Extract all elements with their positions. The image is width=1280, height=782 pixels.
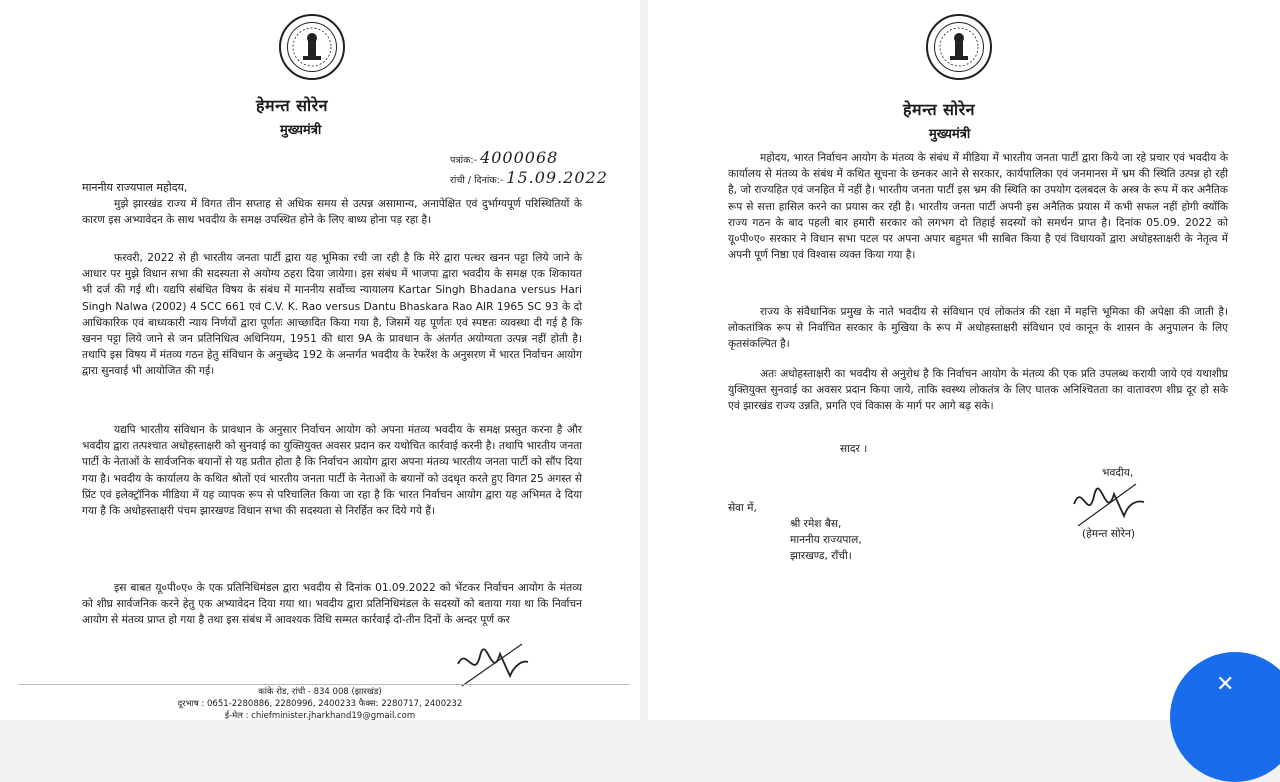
letter-page-2: [648, 0, 1280, 720]
government-seal-icon: [279, 14, 345, 80]
signatory-name: (हेमन्त सोरेन): [1082, 528, 1136, 540]
paragraph-4: इस बाबत यू०पी०ए० के एक प्रतिनिधिमंडल द्वारा भवदीय से दिनांक 01.09.2022 को भेंटकर निर्वाचन आयोग के मंतव्य को शीघ्र सार्वजनिक करने हेतु एक अभ्यावेदन दिया गया था। भवदीय द्वारा प्रतिनिधिमंडल के सदस्यों को बताया गया था कि निर्वाचन आयोग से मंतव्य प्राप्त हो गया है तथा इस संबंध में आवश्यक विधि सम्मत कार्रवाई दो-तीन दिनों के अन्दर पूर्ण कर: [82, 582, 582, 627]
chief-minister-title: मुख्यमंत्री: [280, 123, 322, 138]
recipient-place: झारखण्ड, रॉंची।: [790, 550, 852, 562]
closing: सादर ।: [840, 443, 868, 455]
footer-email: ई-मेल : chiefminister.jharkhand19@gmail.com: [224, 711, 416, 720]
government-seal-icon: [926, 14, 992, 80]
recipient-name: श्री रमेश बैस,: [790, 518, 842, 530]
letter-date-label: रांची / दिनांक: [450, 175, 497, 186]
paragraph-3: यद्यपि भारतीय संविधान के प्रावधान के अनुसार निर्वाचन आयोग को अपना मंतव्य भवदीय के समक्ष प्रस्तुत करना है और भवदीय द्वारा तत्पश्चात अधोहस्ताक्षरी को सुनवाई का युक्तियुक्त अवसर प्रदान कर यथोचित कार्रवाई करनी है। तथापि भारतीय जनता पार्टी के नेताओं के सार्वजनिक बयानों से यह प्रतीत होता है कि निर्वाचन आयोग द्वारा अपना मंतव्य भारतीय जनता पार्टी को सौंप दिया गया है। भवदीय के कार्यालय के कथित श्रोतों एवं भारतीय जनता पार्टी के नेताओं के बयानों को उदधृत करते हुए विगत 25 अगस्त से प्रिंट एवं इलेक्ट्रॉनिक मीडिया में यह व्यापक रूप से परिचालित किया जा रहा है कि भारत निर्वाचन आयोग द्वारा यह अभिमत दे दिया गया है कि अधोहस्ताक्षरी पंचम झारखण्ड विधान सभा की सदस्यता से निरर्हित कर दिये गये हैं।: [82, 424, 582, 518]
letter-date: रांची / दिनांक:- 15.09.2022: [450, 168, 608, 187]
letter-number-label: पत्रांक: [450, 155, 471, 166]
signature: [1068, 474, 1148, 530]
recipient-address: [728, 500, 862, 564]
paragraph-5: महोदय, भारत निर्वाचन आयोग के मंतव्य के संबंध में मीडिया में भारतीय जनता पार्टी द्वारा किये जा रहे प्रचार एवं भवदीय के कार्यालय से मंतव्य के संबंध में कथित सूचना के छनकर आने से सरकार, कार्यपालिका एवं जनमानस में भ्रम की स्थिति उत्पन्न हो रही है, जो राज्यहित एवं जनहित में नहीं है। भारतीय जनता पार्टी इस भ्रम की स्थिति का उपयोग दलबदल के अस्त्र के रूप में कर अनैतिक रूप से सत्ता हासिल करने का प्रयास कर रही है। भारतीय जनता पार्टी अपनी इस अनैतिक प्रयास में कभी सफल नहीं होगी क्योंकि राज्य गठन के बाद पहली बार हमारी सरकार को लगभग दो तिहाई सदस्यों को समर्थन प्राप्त है। दिनांक 05.09. 2022 को यू०पी०ए० सरकार ने विधान सभा पटल पर अपना अपार बहुमत भी साबित किया है एवं विधायकों द्वारा अधोहस्ताक्षरी के नेतृत्व में अपनी पूर्ण निष्ठा एवं विश्वास व्यक्त किया गया है।: [728, 152, 1228, 262]
paragraph-1: मुझे झारखंड राज्य में विगत तीन सप्ताह से अधिक समय से उत्पन्न असामान्य, अनापेक्षित एवं दुर्भाग्यपूर्ण परिस्थितियों के कारण इस अभ्यावेदन के साथ भवदीय के समक्ष उपस्थित होने के लिए बाध्य होना पड़ रहा है।: [82, 198, 582, 227]
footer-rule: [18, 684, 630, 685]
footer-phone: दूरभाष : 0651-2280886, 2280996, 2400233 फैक्स: 2280717, 2400232: [177, 699, 463, 709]
paragraph-6: राज्य के संवैधानिक प्रमुख के नाते भवदीय से संविधान एवं लोकतंत्र की रक्षा में महत्ति भूमिका की अपेक्षा की जाती है। लोकतांत्रिक रूप से निर्वाचित सरकार के मुखिया के रूप में अधोहस्ताक्षरी संविधान एवं कानून के शासन के अनुपालन के लिए कृतसंकल्पित है।: [728, 306, 1228, 351]
recipient-designation: माननीय राज्यपाल,: [790, 534, 862, 546]
chief-minister-title: मुख्यमंत्री: [929, 127, 971, 142]
letterhead-footer: [150, 686, 490, 720]
footer-address: कांके रोड, रांची - 834 008 (झारखंड): [258, 687, 382, 697]
chief-minister-name: हेमन्त सोरेन: [256, 96, 329, 115]
close-icon[interactable]: ✕: [1216, 672, 1235, 697]
letter-number-value: 4000068: [480, 148, 559, 167]
recipient-to-label: सेवा में,: [728, 502, 757, 514]
paragraph-2: फरवरी, 2022 से ही भारतीय जनता पार्टी द्वारा यह भूमिका रची जा रही है कि मेरे द्वारा पत्थर खनन पट्टा लिये जाने के आधार पर मुझे विधान सभा की सदस्यता से अयोग्य ठहरा दिया जायेगा। इस संबंध में भाजपा द्वारा भवदीय के समक्ष एक शिकायत भी दर्ज की गई थी। यद्यपि संबंधित विषय के संबंध में माननीय सर्वोच्च न्यायालय Kartar Singh Bhadana versus Hari Singh Nalwa (2002) 4 SCC 661 एवं C.V. K. Rao versus Dantu Bhaskara Rao AIR 1965 SC 93 के दो आधिकारिक एवं बाध्यकारी न्याय निर्णयों द्वारा पूर्णतः आच्छादित किया गया है, जिसमें यह पूर्णतः एवं स्पष्टतः व्यवस्था दी गई है कि खनन पट्टा लिये जाने से जन प्रतिनिधित्व अधिनियम, 1951 की धारा 9A के प्रावधान के अंतर्गत अयोग्यता उत्पन्न नहीं होती है। तथापि इस विषय में मंतव्य गठन हेतु संविधान के अनुच्छेद 192 के अन्तर्गत भवदीय के रेफरेंश के अनुसरण में भारत निर्वाचन आयोग द्वारा सुनवाई भी आयोजित की गई।: [82, 252, 582, 378]
salutation: माननीय राज्यपाल महोदय,: [82, 181, 188, 194]
chief-minister-name: हेमन्त सोरेन: [903, 100, 976, 119]
paragraph-7: अतः अधोहस्ताक्षरी का भवदीय से अनुरोध है कि निर्वाचन आयोग के मंतव्य की एक प्रति उपलब्ध करायी जाये एवं यथाशीघ्र युक्तियुक्त सुनवाई का अवसर प्रदान किया जाये, ताकि स्वस्थ्य लोकतंत्र के लिए घातक अनिश्चितता का वातावरण शीघ्र दूर हो सके एवं झारखंड राज्य उन्नति, प्रगति एवं विकास के मार्ग पर आगे बढ़ सके।: [728, 368, 1228, 413]
letter-number: पत्रांक:- 4000068: [450, 148, 559, 167]
letter-date-value: 15.09.2022: [506, 168, 608, 187]
sign-off: भवदीय,: [1102, 467, 1134, 479]
letter-page-1: [0, 0, 640, 720]
